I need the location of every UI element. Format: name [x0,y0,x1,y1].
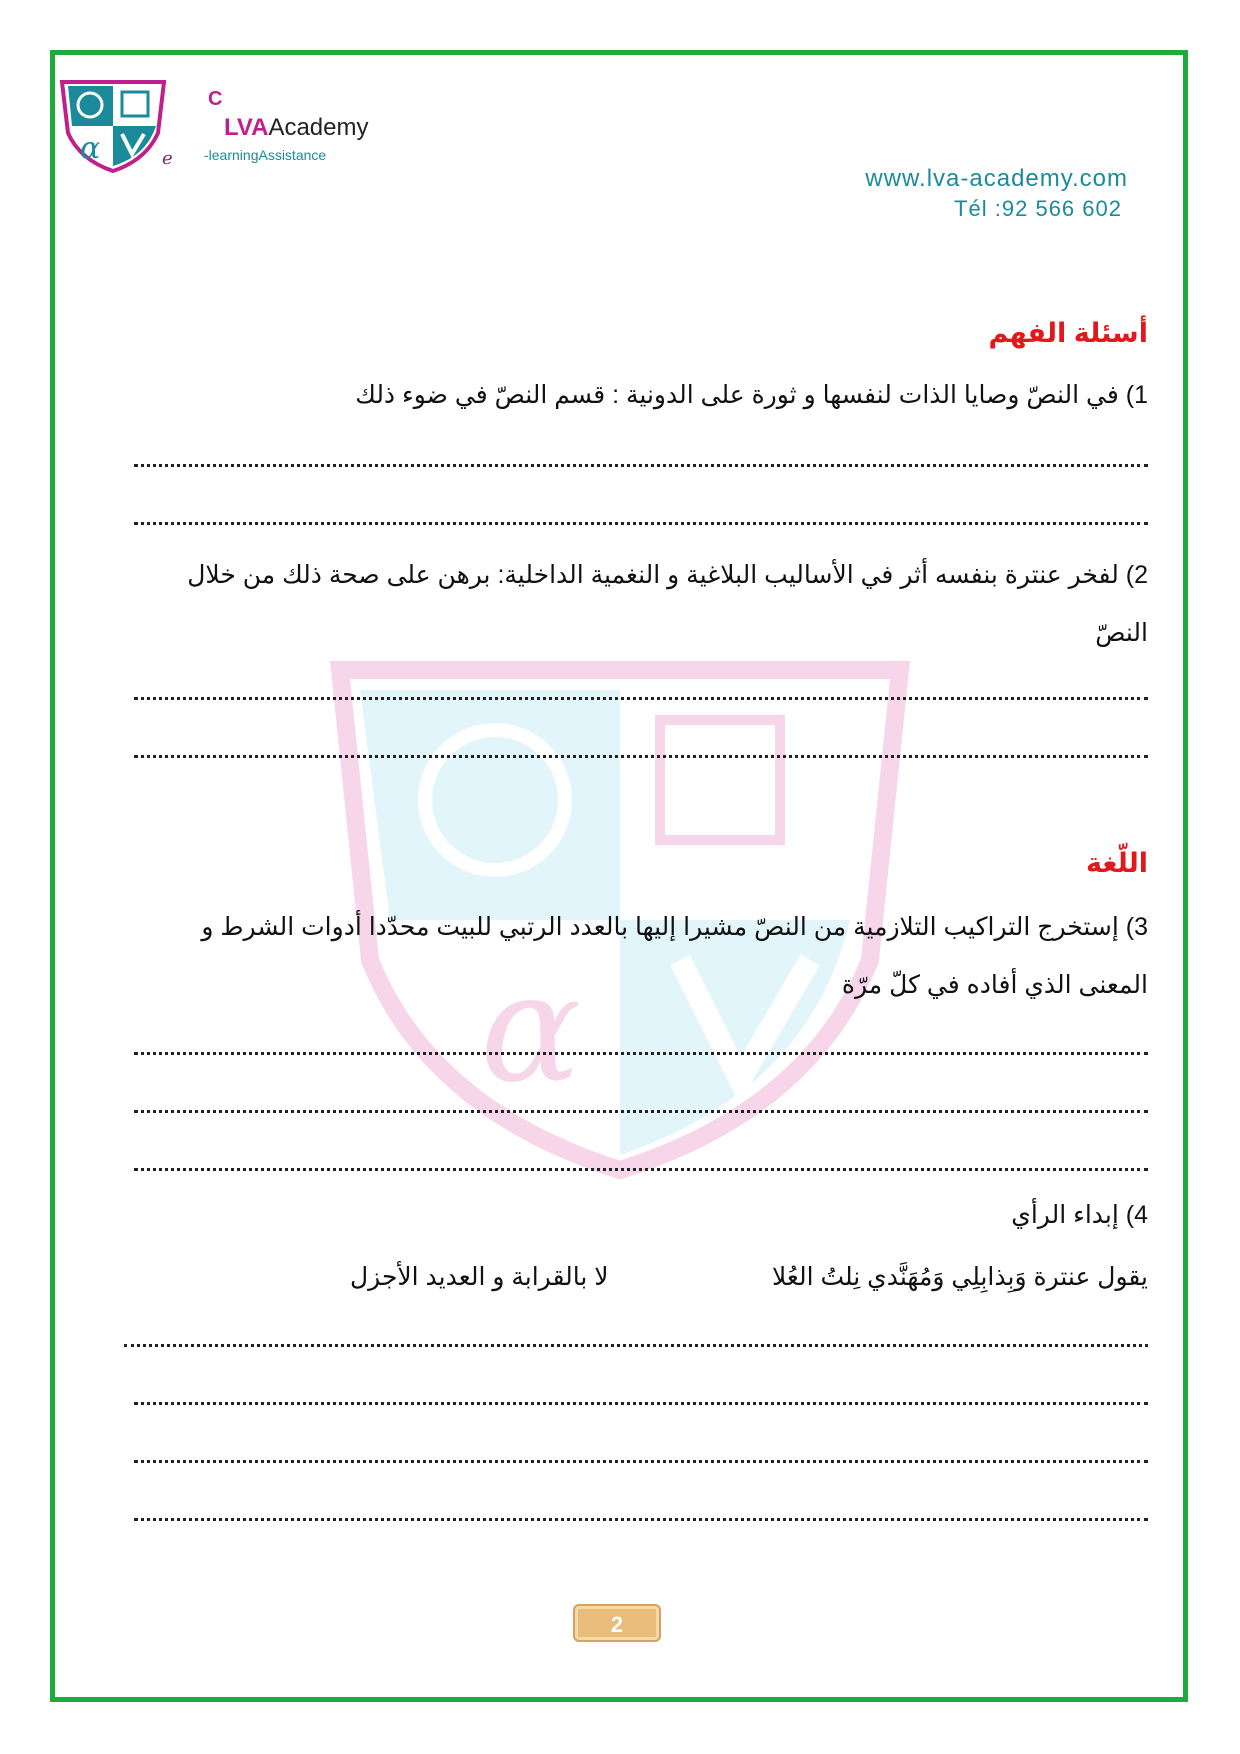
logo-c-letter: C [208,88,223,110]
phone-number: Tél :92 566 602 [954,196,1122,221]
question-1: 1) في النصّ وصايا الذات لنفسها و ثورة على الدونية : قسم النصّ في ضوء ذلك [355,381,1148,409]
academy-logo [58,78,168,173]
brand-name [224,114,368,142]
website-url[interactable]: www.lva-academy.com [865,165,1128,192]
answer-line[interactable] [134,1164,1148,1171]
question-4: 4) إبداء الرأي [1011,1201,1148,1229]
answer-line[interactable] [134,751,1148,758]
svg-text:α: α [480,942,582,1116]
brand-tagline: -learningAssistance [204,147,327,163]
answer-line[interactable] [134,1398,1148,1405]
answer-line[interactable] [134,460,1148,467]
page-number-badge: 2 [573,1604,661,1642]
answer-line[interactable] [124,1340,1148,1347]
question-2-line-1: 2) لفخر عنترة بنفسه أثر في الأساليب البلاغية و النغمية الداخلية: برهن على صحة ذلك من خلال [187,561,1148,589]
answer-line[interactable] [134,1106,1148,1113]
question-3-line-2: المعنى الذي أفاده في كلّ مرّة [841,971,1148,999]
question-2-line-2: النصّ [1095,619,1148,647]
language-heading: اللّغة [1085,848,1148,878]
brand-prefix: LVA [224,114,269,141]
svg-text:α: α [80,131,101,166]
answer-line[interactable] [134,1456,1148,1463]
comprehension-heading: أسئلة الفهم [988,318,1148,348]
question-3-line-1: 3) إستخرج التراكيب التلازمية من النصّ مشيرا إليها بالعدد الرتبي للبيت محدّدا أدوات الشرط و [201,913,1148,941]
brand-suffix: Academy [268,114,369,141]
verse-second-hemistich: لا بالقرابة و العديد الأجزل [350,1263,609,1291]
answer-line[interactable] [134,518,1148,525]
verse-first-hemistich: يقول عنترة وَبِذابِلِي وَمُهَنَّدي نِلتُ العُلا [771,1263,1148,1291]
answer-line[interactable] [134,693,1148,700]
answer-line[interactable] [134,1514,1148,1521]
answer-line[interactable] [134,1048,1148,1055]
logo-e-letter: e [162,148,173,169]
